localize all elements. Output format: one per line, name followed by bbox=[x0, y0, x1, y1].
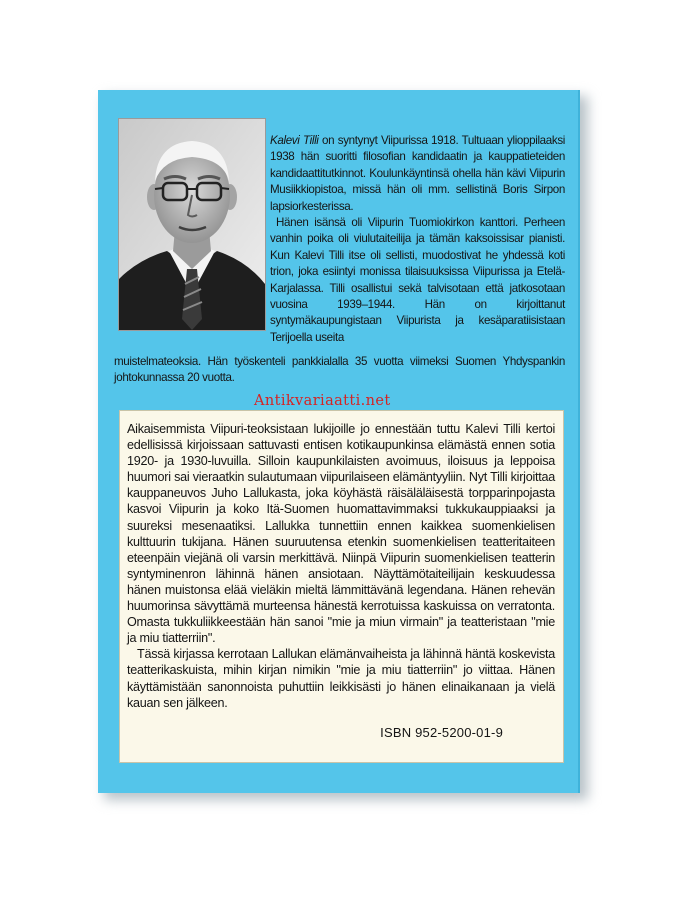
author-bio-full-width bbox=[114, 354, 565, 387]
description-paragraph-2: Tässä kirjassa kerrotaan Lallukan elämänvaiheista ja lähinnä häntä koskevista teatterikaskuista, mihin kirjan nimikin "mie ja miu tiatterriin" jo viittaa. Hänen käyttämistään sanonnoista puhuttiin leikkisästi jo hänen elinaikanaan ja vielä kauan sen jälkeen. bbox=[127, 647, 555, 710]
author-photo bbox=[118, 118, 266, 331]
author-name: Kalevi Tilli bbox=[270, 134, 319, 147]
book-back-cover bbox=[98, 90, 580, 793]
bio-paragraph-2: Hänen isänsä oli Viipurin Tuomiokirkon kanttori. Perheen vanhin poika oli viulutaiteilija ja tämän kaksoissisar pianisti. Kun Kalevi Tilli itse oli sellisti, muodostivat he yhdessä koti trion, joka esiintyi monissa tilaisuuksissa Viipurissa ja Etelä-Karjalassa. Tilli osallistui sekä talvisotaan että jatkosotaan vuosina 1939–1944. Hän on kirjoittanut syntymäkaupungistaan Viipurista ja kesäparatiisistaan Terijoella useita bbox=[270, 216, 565, 344]
bio-paragraph-1 bbox=[270, 133, 565, 215]
bio-paragraph-2-continued: muistelmateoksia. Hän työskenteli pankkialalla 35 vuotta viimeksi Suomen Yhdyspankin johtokunnassa 20 vuotta. bbox=[114, 355, 565, 385]
watermark-text: Antikvariaatti.net bbox=[254, 393, 391, 409]
book-description bbox=[127, 421, 555, 711]
book-description-panel bbox=[119, 410, 564, 763]
author-bio-side bbox=[270, 133, 565, 346]
description-paragraph-1: Aikaisemmista Viipuri-teoksistaan lukijoille jo ennestään tuttu Kalevi Tilli kertoi edellisissä kirjoissaan sattuvasti entisen kotikaupunkinsa elämästä ennen sotia 1920- ja 1930-luvuilla. Silloin kaupunkilaisten avoimuus, iloisuus ja leppoisa huumori sai vieraatkin sulautumaan viipurilaiseen elämäntyyliin. Nyt Tilli kirjoittaa kauppaneuvos Juho Lallukasta, joka köyhästä räisäläläisestä torpparinpojasta kasvoi Viipurin ja koko Itä-Suomen huomattavimmaksi tukkukauppiaaksi ja suureksi mesenaatiksi. Lallukka tunnettiin ennen kaikkea suomenkielisen kulttuurin tukijana. Hänen suuruutensa etenkin suomenkielisen teatteritaiteen eteenpäin viejänä oli varsin merkittävä. Niinpä Viipurin suomenkielisen teatterin syntyminenron lähinnä hänen ansiotaan. Näyttämötaiteilijain keskuudessa hänen muistonsa elää vieläkin mieltä lämmittävänä legendana. Hänen rehevän huumorinsa sävyttämä murteensa hänestä kerrotuissa kaskuissa on verratonta. Omasta tukkuliikkeestään hän sanoi "mie ja miun virmain" ja teatteristaan "mie ja miu tiatterriin". bbox=[127, 422, 555, 646]
bio-text-1: on syntynyt Viipurissa 1918. Tultuaan ylioppilaaksi 1938 hän suoritti filosofian kandidaatin ja kauppatieteiden kandidaattitutkinnot. Koulunkäyntinsä ohella hän kävi Viipurin Musiikkiopistoa, missä hän oli mm. sellistinä Boris Sirpon lapsiorkesterissa. bbox=[270, 134, 565, 213]
isbn-number: ISBN 952-5200-01-9 bbox=[380, 725, 503, 740]
